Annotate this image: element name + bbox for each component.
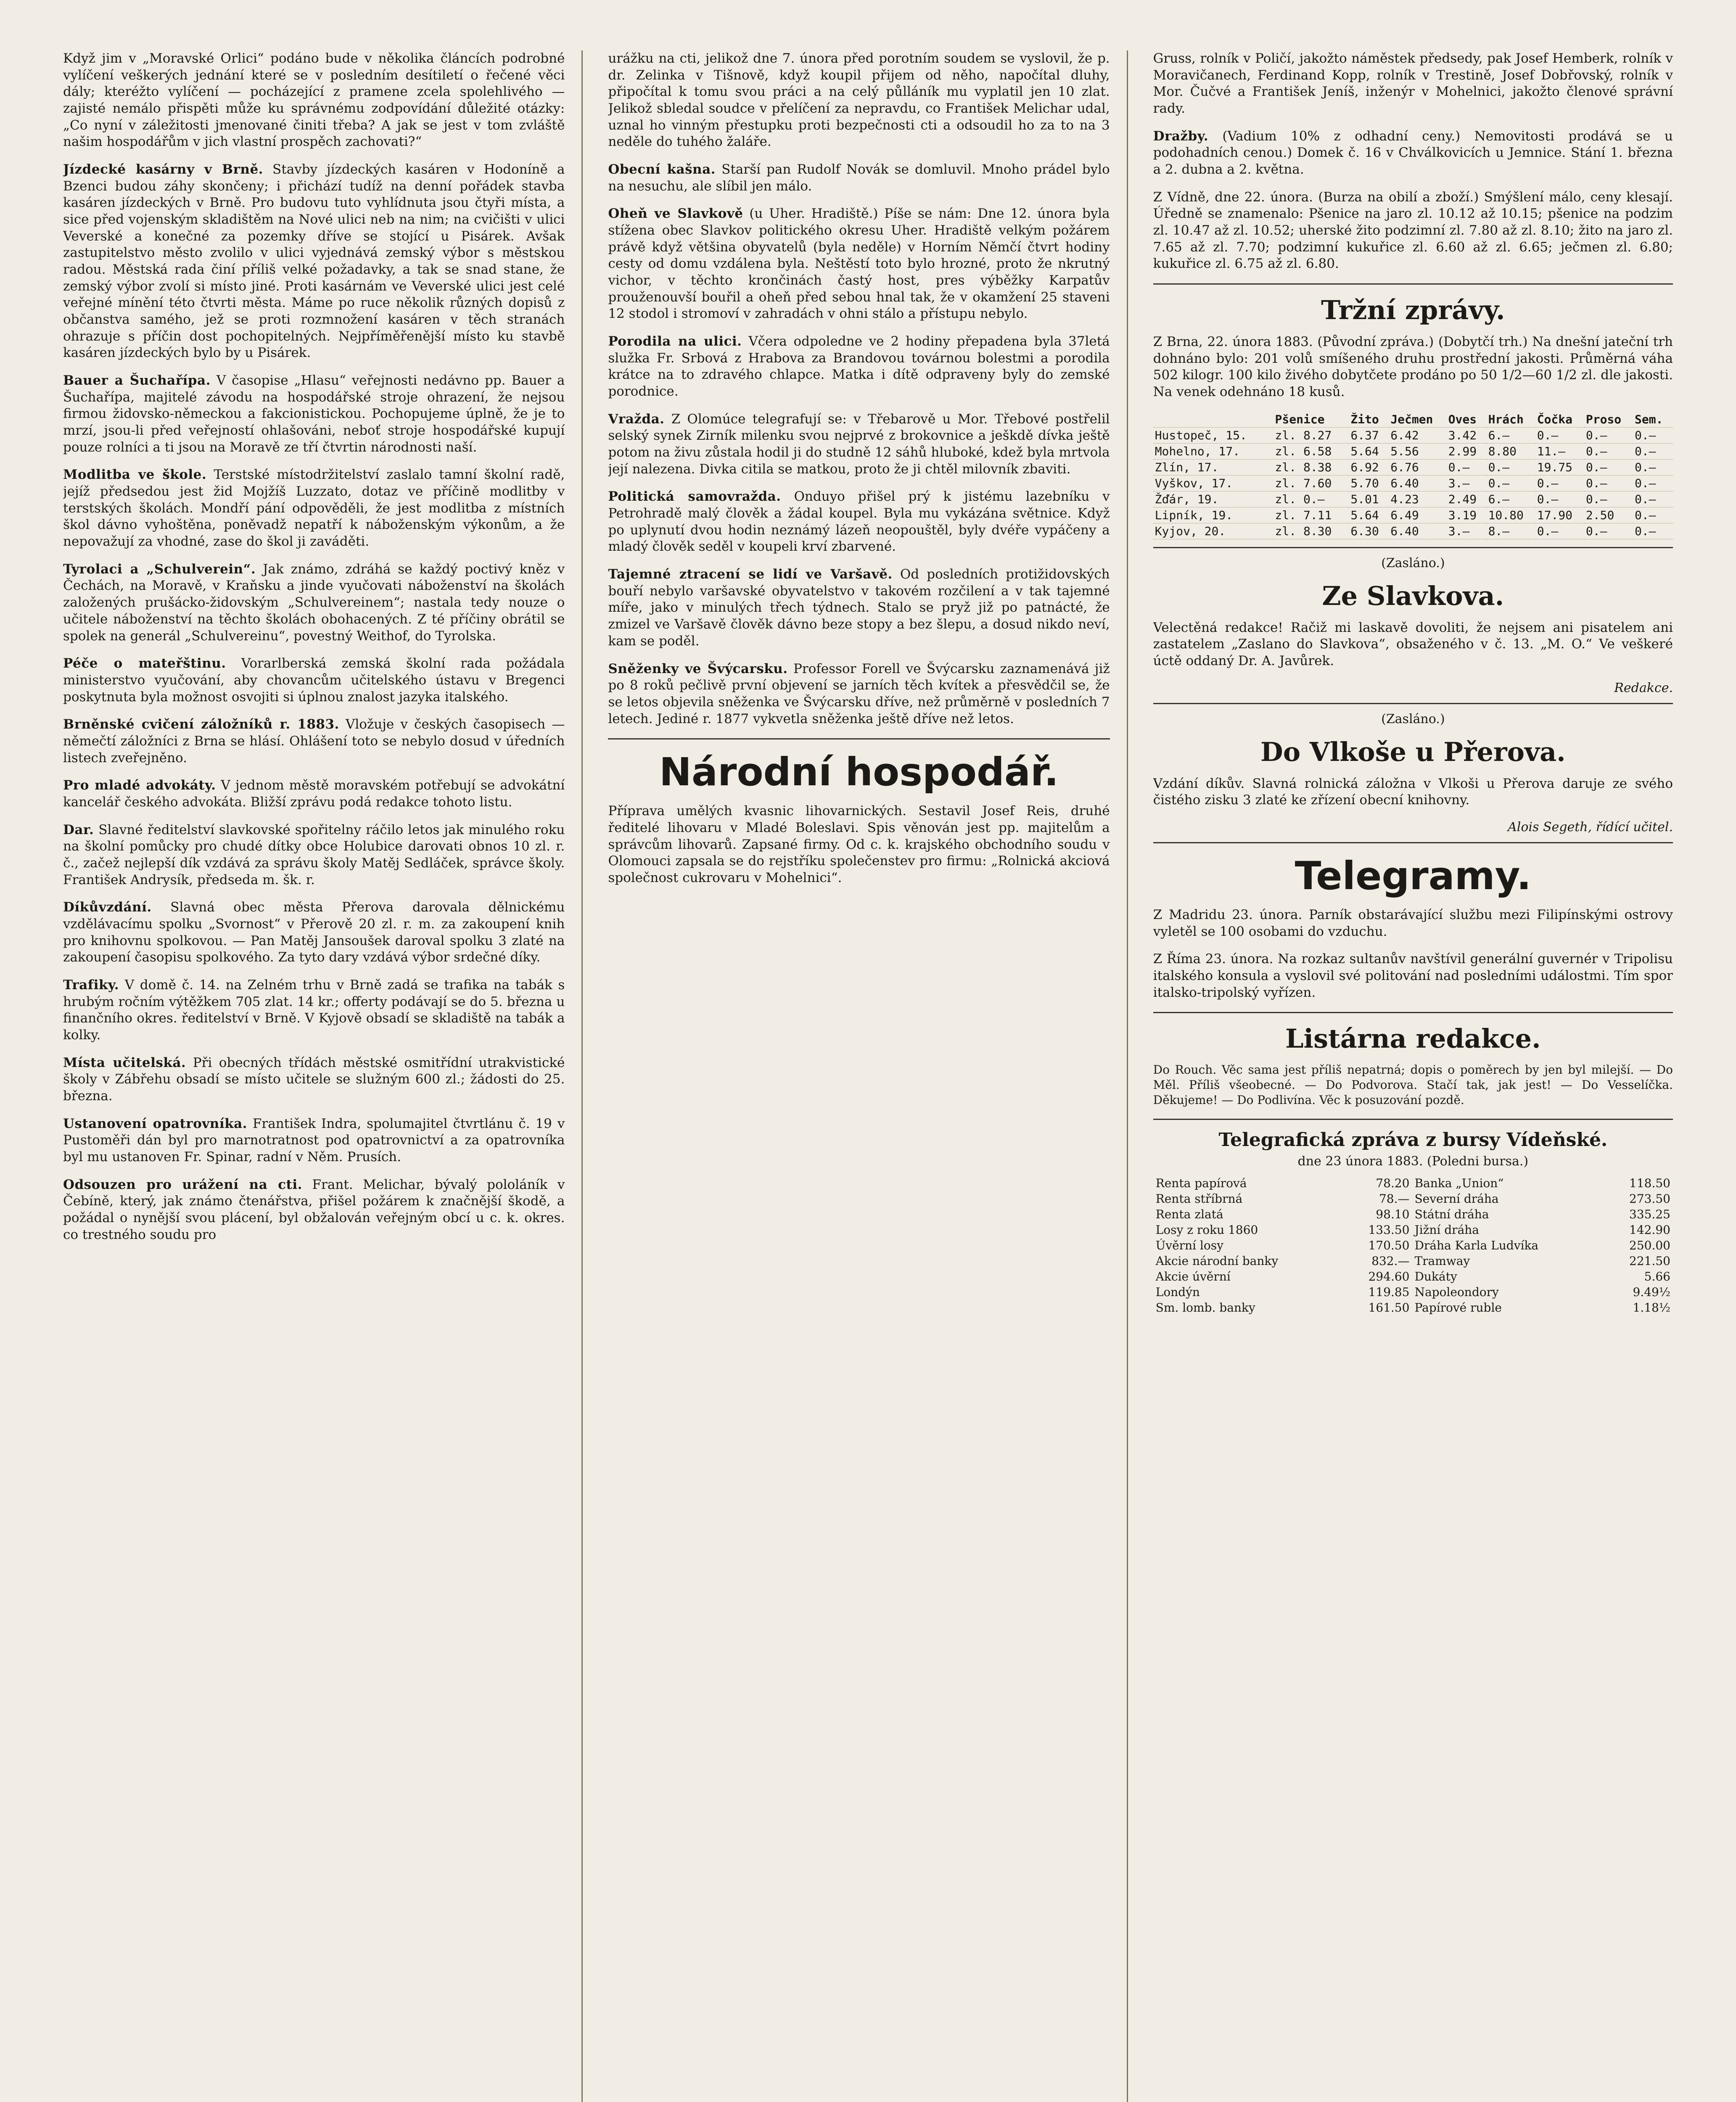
- zaslano2-sign: Alois Segeth, řídící učitel.: [1508, 820, 1673, 835]
- table-cell: Renta stříbrná: [1155, 1191, 1243, 1206]
- article-text: Od posledních protižidovských bouří nebylo varšavské obyvatelstvo v takovém rozčilení a v tak tajemné míře, jako v minulých třech týdnech. Stalo se pryž již po patnácté, že zmizel ve Varšavě člověk dávno beze stopy a bez šlepu, a dosud nikdo neví, kam se poděl.: [608, 567, 1110, 649]
- table-cell: 78.20: [1376, 1176, 1410, 1190]
- article: [63, 1055, 565, 1105]
- article-text: Frant. Melichar, bývalý pololáník v Čebíně, který, jak známo čtenářstva, přišel požárem k značnější škodě, a požádal o nynější svou plácení, byl obžalován veřejným obcí u c. k. okres. co trestného soudu pro: [63, 1177, 565, 1242]
- article-text: Terstské místodržitelství zaslalo tamní školní radě, jejíž předsedou jest žid Mojžíš Luzzato, dotaz ve příčině modlitby v terstských školách. Mondří pání odpověděli, že jest modlitba z místních škol dávno vyhoštěna, poněvadž nepatří k náboženským výkonům, a že nepovažují za vhodné, zase do škol ji zaváděti.: [63, 467, 565, 549]
- table-cell: 0.—: [1447, 459, 1487, 475]
- article-title: Obecní kašna.: [608, 162, 716, 177]
- table-row: [1153, 1284, 1673, 1300]
- bourse-heading: Telegrafická zpráva z bursy Vídeňské.: [1218, 1129, 1608, 1151]
- table-cell: Renta papírová: [1155, 1176, 1247, 1190]
- table-cell: 6.76: [1389, 459, 1446, 475]
- article-text: urážku na cti, jelikož dne 7. února před porotním soudem se vyslovil, že p. dr. Zelinka v Tišnově, když koupil přijem od něho, napočítal dluhy, připočítal k tomu svou práci a na celý půlláník mu vyplatil jen 10 zlat. Jelikož sbledal soudce v přelíčení za nepravdu, co František Melichar udal, uznal ho vinným přestupku proti bezpečnosti cti a odsoudil ho za to na 3 neděle do tuhého žaláře.: [608, 51, 1110, 150]
- divider: [1153, 1012, 1673, 1013]
- zaslano-sign: Redakce.: [1614, 680, 1673, 695]
- article-text: Vložuje v českých časopisech — němečtí záložníci z Brna se hlásí. Ohlášení toto se nebylo dosud v úředních listech zveřejněno.: [63, 717, 565, 766]
- table-cell: 832.—: [1371, 1254, 1410, 1268]
- table-cell: 3.42: [1447, 427, 1487, 443]
- article: [608, 333, 1110, 400]
- article: [63, 372, 565, 456]
- table-cell: 6.42: [1389, 427, 1446, 443]
- table-cell: 11.—: [1535, 443, 1584, 459]
- article-text: Z Vídně, dne 22. února. (Burza na obilí a zboží.) Smýšlení málo, ceny klesají. Úředně se znamenalo: Pšenice na jaro zl. 10.12 až 10.15; pšenice na podzim zl. 10.47 až zl. 10.52; uherské žito podzimní zl. 7.80 až zl. 8.10; žito na jaro zl. 7.65 až zl. 7.70; podzimní kukuřice zl. 6.60 až zl. 6.65; ječmen zl. 6.80; kukuřice zl. 6.75 až zl. 6.80.: [1153, 189, 1673, 272]
- table-cell: 3.—: [1447, 523, 1487, 539]
- article-text: Gruss, rolník v Poličí, jakožto náměstek předsedy, pak Josef Hemberk, rolník v Moravičanech, Ferdinand Kopp, rolník v Trestině, Josef Dobřovský, rolník v Mor. Čučvé a František Jeníš, inženýr v Mohelnici, jakožto členové správní rady.: [1153, 51, 1673, 116]
- column-left: [63, 50, 583, 2102]
- section-heading-telegrams: Telegramy.: [1295, 853, 1532, 899]
- article: [608, 206, 1110, 322]
- table-cell: Dukáty: [1414, 1269, 1457, 1283]
- article-title: Dar.: [63, 822, 94, 837]
- divider: [1153, 703, 1673, 704]
- table-cell: 3.—: [1447, 475, 1487, 491]
- table-cell: Renta zlatá: [1155, 1207, 1223, 1221]
- table-cell: 250.00: [1629, 1238, 1670, 1252]
- article: [608, 411, 1110, 478]
- article-title: Porodila na ulici.: [608, 334, 742, 349]
- table-cell: Napoleondory: [1414, 1285, 1499, 1299]
- grain-price-table: [1153, 412, 1673, 539]
- article-text: V jednom městě moravském potřebují se advokátní kancelář českého advokáta. Bližší zprávu podá redakce tohoto listu.: [63, 778, 565, 810]
- telegram-item: Z Madridu 23. února. Parník obstarávající službu mezi Filipínskými ostrovy vyletěl se 100 osobami do vzduchu.: [1153, 907, 1673, 939]
- table-row: [1153, 1222, 1673, 1238]
- article-text: Při obecných třídách městské osmitřídní utrakvistické školy v Zábřehu obsadí se místo učitele se služným 600 zl.; žádosti do 25. března.: [63, 1055, 565, 1104]
- column-header: Sem.: [1633, 412, 1673, 428]
- table-row: [1153, 459, 1673, 475]
- table-cell: 0.—: [1633, 523, 1673, 539]
- table-cell: 17.90: [1535, 507, 1584, 523]
- table-cell: 161.50: [1368, 1300, 1410, 1315]
- table-cell: 273.50: [1629, 1191, 1670, 1206]
- market-text: Z Brna, 22. února 1883. (Původní zpráva.) (Dobytčí trh.) Na dnešní jateční trh dohnáno bylo: 201 volů smíšeného druhu prostřední jakosti. Průměrná váha 502 kilogr. 100 kilo živého dobytčete prodáno po 50 1/2—60 1/2 zl. dle jakosti. Na venek odehnáno 18 kusů.: [1153, 334, 1673, 400]
- table-row: [1153, 1300, 1673, 1315]
- table-cell: 0.—: [1487, 459, 1535, 475]
- article-text: Professor Forell ve Švýcarsku zaznamenává již po 8 roků pečlivě první objevení se jarních těch kvítek a přesvědčil se, že se letos objevila sněženka ve Švýcarsku dříve, než průměrně v posledních 7 letech. Jediné r. 1877 vykvetla sněženka ještě dříve než letos.: [608, 661, 1110, 726]
- table-cell: 118.50: [1629, 1176, 1670, 1190]
- table-cell: Papírové ruble: [1414, 1300, 1502, 1315]
- article: [1153, 189, 1673, 272]
- article: [608, 50, 1110, 151]
- article: [63, 50, 565, 151]
- article: [63, 655, 565, 705]
- table-row: [1153, 1207, 1673, 1222]
- table-cell: 6.—: [1487, 491, 1535, 507]
- divider: [1153, 1119, 1673, 1120]
- section-heading-vlkos: Do Vlkoše u Přerova.: [1260, 736, 1566, 767]
- table-cell: 9.49½: [1633, 1285, 1670, 1299]
- article: [63, 716, 565, 766]
- article-text: Slavná obec města Přerova darovala dělnickému vzdělávacímu spolku „Svornost“ v Přerově 20 zl. r. m. za zakoupení knih pro knihovnu spolkovou. — Pan Matěj Jansoušek daroval spolku 3 zlaté na zakoupení časopisu spolkového. Za tyto dary vzdává výbor srdečné díky.: [63, 900, 565, 965]
- section-heading-narodni: Národní hospodář.: [659, 750, 1059, 795]
- table-cell: 0.—: [1633, 475, 1673, 491]
- table-cell: Akcie národní banky: [1155, 1254, 1279, 1268]
- table-cell: 0.—: [1487, 475, 1535, 491]
- article: [63, 977, 565, 1044]
- article-title: Tyrolaci a „Schulverein“.: [63, 561, 256, 577]
- table-row: [1153, 475, 1673, 491]
- article-title: Místa učitelská.: [63, 1055, 186, 1070]
- article-text: Starší pan Rudolf Novák se domluvil. Mnoho prádel bylo na nesuchu, ale slíbil jen málo.: [608, 162, 1110, 194]
- table-cell: 4.23: [1389, 491, 1446, 507]
- table-cell: 10.80: [1487, 507, 1535, 523]
- table-row: [1153, 443, 1673, 459]
- table-row: [1153, 1191, 1673, 1207]
- bourse-subheading: dne 23 února 1883. (Poledni bursa.): [1297, 1154, 1529, 1169]
- article-text: Když jim v „Moravské Orlici“ podáno bude v několika článcích podrobné vylíčení veškerých jednání které se v posledním desítiletí o řečené věci dály; kteréžto vylíčení — pocházející z pramene zcela spolehlivého — zajisté nemálo přispěti může ku správnému zodpovídání důležité otázky: „Co nyní v záležitosti jmenované činiti třeba? A jak se jest v tom zvláště našim hospodářům v jich vlastní prospěch zachovati?“: [63, 51, 565, 150]
- table-cell: zl. 6.58: [1274, 443, 1349, 459]
- table-cell: 19.75: [1535, 459, 1584, 475]
- table-cell: 0.—: [1584, 459, 1633, 475]
- article: [608, 161, 1110, 195]
- table-cell: 2.50: [1584, 507, 1633, 523]
- table-cell: Londýn: [1155, 1285, 1200, 1299]
- article-title: Jízdecké kasárny v Brně.: [63, 162, 263, 177]
- table-cell: 6.37: [1349, 427, 1389, 443]
- table-cell: Sm. lomb. banky: [1155, 1300, 1255, 1315]
- table-cell: 119.85: [1368, 1285, 1410, 1299]
- article: [63, 161, 565, 362]
- table-cell: 8.—: [1487, 523, 1535, 539]
- table-cell: 0.—: [1633, 491, 1673, 507]
- table-cell: 5.56: [1389, 443, 1446, 459]
- table-cell: 0.—: [1584, 475, 1633, 491]
- table-row: [1153, 1269, 1673, 1284]
- section-heading-market: Tržní zprávy.: [1321, 295, 1505, 326]
- table-cell: 335.25: [1629, 1207, 1670, 1221]
- table-cell: 6.40: [1389, 475, 1446, 491]
- zaslano-label: (Zasláno.): [1381, 555, 1445, 570]
- column-header: Proso: [1584, 412, 1633, 428]
- table-cell: Státní dráha: [1414, 1207, 1489, 1221]
- column-header: Pšenice: [1274, 412, 1349, 428]
- zaslano-text: Velectěná redakce! Račiž mi laskavě dovoliti, že nejsem ani pisatelem ani zastatelem „Zaslano do Slavkova“, obsaženého v č. 13. „M. O.“ Ve veškeré úctě oddaný Dr. A. Javůrek.: [1153, 620, 1673, 669]
- telegram-item: Z Říma 23. února. Na rozkaz sultanův navštívil generální guvernér v Tripolisu italského konsula a vyslovil své politování nad posledními událostmi. Tím spor italsko-tripolský vyřízen.: [1153, 951, 1673, 1000]
- table-cell: zl. 7.60: [1274, 475, 1349, 491]
- listarna-text: Do Rouch. Věc sama jest příliš nepatrná; dopis o poměrech by jen byl milejší. — Do Měl. Příliš všeobecné. — Do Podvorova. Stačí tak, jak jest! — Do Vesselíčka. Děkujeme! — Do Podlivína. Věc k posuzování pozdě.: [1153, 1063, 1673, 1107]
- table-cell: 170.50: [1368, 1238, 1410, 1252]
- table-row: [1153, 523, 1673, 539]
- column-middle: [608, 50, 1128, 2102]
- article-text: Vorarlberská zemská školní rada požádala ministerstvo vyučování, aby chovancům učitelského ústavu v Bregenci poskytnuta byla možnost osvojiti si úplnou znalost jazyka italského.: [63, 656, 565, 705]
- table-cell: 6.40: [1389, 523, 1446, 539]
- table-cell: 0.—: [1633, 443, 1673, 459]
- article: [608, 566, 1110, 650]
- table-cell: 0.—: [1633, 507, 1673, 523]
- column-header: Ječmen: [1389, 412, 1446, 428]
- table-cell: 0.—: [1535, 475, 1584, 491]
- narodni-text: Příprava umělých kvasnic lihovarnických. Sestavil Josef Reis, druhé ředitelé lihovaru v Mladé Boleslavi. Spis věnován jest pp. majitelům a správcům lihovarů. Zapsané firmy. Od c. k. krajského obchodního soudu v Olomouci zapsala se do rejstříku společenstev pro firmu: „Rolnická akciová společnost cukrovaru v Mohelnici“.: [608, 803, 1110, 885]
- table-cell: Kyjov, 20.: [1153, 523, 1274, 539]
- article: [63, 822, 565, 889]
- table-cell: 0.—: [1633, 427, 1673, 443]
- article-title: Bauer a Šuchařípa.: [63, 373, 211, 388]
- article-title: Oheň ve Slavkově: [608, 206, 743, 222]
- article: [63, 1116, 565, 1166]
- column-header: Hrách: [1487, 412, 1535, 428]
- article-title: Dražby.: [1153, 128, 1208, 144]
- table-cell: 5.70: [1349, 475, 1389, 491]
- article-title: Politická samovražda.: [608, 489, 781, 504]
- article: [608, 661, 1110, 728]
- article-text: (Vadium 10% z odhadní ceny.) Nemovitosti prodává se u podohadních cenou.) Domek č. 16 v Chválkovicích u Jemnice. Stání 1. března a 2. dubna a 2. května.: [1153, 128, 1673, 177]
- column-header: Žito: [1349, 412, 1389, 428]
- article: [63, 899, 565, 966]
- article: [63, 1177, 565, 1244]
- article-title: Pro mladé advokáty.: [63, 778, 216, 793]
- column-header: Oves: [1447, 412, 1487, 428]
- table-cell: Lipník, 19.: [1153, 507, 1274, 523]
- table-cell: 6.92: [1349, 459, 1389, 475]
- article: [1153, 50, 1673, 117]
- article-text: Stavby jízdeckých kasáren v Hodoníně a Bzenci budou záhy skončeny; i přichází tudíž na denní pořádek stavba kasáren jízdeckých v Brně. Pro budovu tuto vyhlídnuta jsou čtyři místa, a sice před vojenským skladištěm na Nové ulici neb na nim; na cvičišti v ulici Veverské a konečné za pozemky dříve se stojící u Pisárek. Avšak zastupitelstvo město zvolilo v ulici vyjednává zemský výbor s městskou radou. Městská rada činí příliš velké požadavky, a tak se snad stane, že zemský výbor zvolí si místo jiné. Proti kasárnám ve Veverské ulici jest celé veřejné mínění této čtvrti města. Máme po ruce několik různých dopisů z občanstva samého, jež se proti rozmnožení kasáren v těch stranách ohrazuje s příčin dost pochopitelných. Nejpříměřenější místo ku stavbě kasáren jízdeckých bylo by u Pisárek.: [63, 162, 565, 361]
- table-cell: 5.64: [1349, 443, 1389, 459]
- table-cell: 5.01: [1349, 491, 1389, 507]
- table-cell: 78.—: [1379, 1191, 1410, 1206]
- column-grid: [63, 50, 1673, 2102]
- article: [1153, 128, 1673, 178]
- table-cell: zl. 8.30: [1274, 523, 1349, 539]
- table-cell: 0.—: [1584, 523, 1633, 539]
- table-cell: 221.50: [1629, 1254, 1670, 1268]
- table-cell: Mohelno, 17.: [1153, 443, 1274, 459]
- table-cell: 0.—: [1584, 427, 1633, 443]
- table-cell: 98.10: [1376, 1207, 1410, 1221]
- article-title: Ustanovení opatrovníka.: [63, 1116, 247, 1131]
- table-cell: Úvěrní losy: [1155, 1238, 1223, 1252]
- table-cell: 2.49: [1447, 491, 1487, 507]
- article-title: Trafiky.: [63, 977, 119, 993]
- table-cell: Hustopeč, 15.: [1153, 427, 1274, 443]
- article: [63, 777, 565, 811]
- table-cell: 294.60: [1368, 1269, 1410, 1283]
- table-cell: 0.—: [1584, 443, 1633, 459]
- article-title: Sněženky ve Švýcarsku.: [608, 661, 788, 676]
- table-cell: 133.50: [1368, 1223, 1410, 1237]
- article: [63, 561, 565, 644]
- table-cell: 8.80: [1487, 443, 1535, 459]
- article-title: Modlitba ve škole.: [63, 467, 207, 483]
- table-header-row: [1153, 412, 1673, 428]
- table-row: [1153, 1253, 1673, 1269]
- section-heading-zaslano: Ze Slavkova.: [1322, 580, 1504, 611]
- table-cell: Losy z roku 1860: [1155, 1223, 1258, 1237]
- table-cell: zl. 0.—: [1274, 491, 1349, 507]
- table-cell: zl. 8.38: [1274, 459, 1349, 475]
- table-row: [1153, 1175, 1673, 1191]
- divider: [1153, 842, 1673, 843]
- table-cell: Dráha Karla Ludvíka: [1414, 1238, 1539, 1252]
- table-cell: Tramway: [1414, 1254, 1470, 1268]
- table-cell: 6.30: [1349, 523, 1389, 539]
- table-cell: Žďár, 19.: [1153, 491, 1274, 507]
- article-title: Péče o mateřštinu.: [63, 656, 226, 671]
- table-cell: 0.—: [1633, 459, 1673, 475]
- table-cell: zl. 7.11: [1274, 507, 1349, 523]
- article-title: Vražda.: [608, 411, 665, 427]
- zaslano2-label: (Zasláno.): [1381, 711, 1445, 726]
- table-cell: 3.19: [1447, 507, 1487, 523]
- article-text: František Indra, spolumajitel čtvrtlánu č. 19 v Pustoměři dán byl pro marnotratnost pod opatrovnictví a za opatrovníka byl mu ustanoven Fr. Spinar, radní v Něm. Prusích.: [63, 1116, 565, 1165]
- table-cell: 6.49: [1389, 507, 1446, 523]
- article-text: Slavné ředitelství slavkovské spořitelny ráčilo letos jak minulého roku na školní pomůcky pro chudé dítky obce Holubice darovati obnos 10 zl. r. č., začež nejlepší dík vzdává za správu školy Matěj Sedláček, správce školy. František Andrysík, předseda m. šk. r.: [63, 822, 565, 887]
- article-text: Z Olomúce telegrafují se: v Třebarově u Mor. Třebové postřelil selský synek Zirník milenku svou nejprvé z brokovnice a ješkdě dívka ještě potom na živu zůstala hodil ji do studně 12 sáhů hluboké, kdež byla mrtvola její nalezena. Divka citila se matkou, proto že ji chtěl milovník zbaviti.: [608, 411, 1110, 477]
- article-text: Včera odpoledne ve 2 hodiny přepadena byla 37letá služka Fr. Srbová z Hrabova za Brandovou továrnou bolestmi a porodila krátce na to zdravého chlapce. Matka i dítě odpraveny byly do zemské porodnice.: [608, 334, 1110, 399]
- article: [608, 489, 1110, 555]
- bourse-table: [1153, 1175, 1673, 1315]
- zaslano2-text: Vzdání díkův. Slavná rolnická záložna v Vlkoši u Přerova daruje ze svého čistého zisku 3 zlaté ke zřízení obecní knihovny.: [1153, 776, 1673, 808]
- table-cell: Zlín, 17.: [1153, 459, 1274, 475]
- table-cell: 6.—: [1487, 427, 1535, 443]
- table-cell: Akcie úvěrní: [1155, 1269, 1231, 1283]
- table-cell: zl. 8.27: [1274, 427, 1349, 443]
- table-cell: Severní dráha: [1414, 1191, 1499, 1206]
- table-cell: Jižní dráha: [1414, 1223, 1479, 1237]
- article-text: Jak známo, zdráhá se každý poctivý kněz v Čechách, na Moravě, v Kraňsku a jinde vyučovati náboženství na školách založených prušácko-židovským „Schulvereinem“; nastala tedy nouze o učitele náboženství na těchto školách obohacených. Z té příčiny obrátil se spolek na generál „Schulvereinu“, povestný Weithof, do Tyrolska.: [63, 561, 565, 644]
- column-header: Čočka: [1535, 412, 1584, 428]
- article-title: Díkůvzdání.: [63, 900, 152, 915]
- table-cell: 1.18½: [1633, 1300, 1670, 1315]
- article-title: Tajemné ztracení se lidí ve Varšavě.: [608, 567, 893, 582]
- table-cell: 142.90: [1629, 1223, 1670, 1237]
- table-cell: 0.—: [1535, 427, 1584, 443]
- table-row: [1153, 427, 1673, 443]
- table-cell: 5.66: [1644, 1269, 1670, 1283]
- article-text: (u Uher. Hradiště.) Píše se nám: Dne 12. února byla stížena obec Slavkov politického okresu Uher. Hradiště velkým požárem právě když většina obyvatelů (byla neděle) v Horním Němčí čtvrt hodiny cesty od domu vzdálena byla. Neštěstí toto bylo hrozné, proto že nkrutný vichor, v těchto krončinách častý host, pres výběžky Karpatův prouženouvší bouřil a oheň před sebou hnal tak, že v okamžení 25 staveni 12 stodol i stromoví v zahradách v ohni stálo a přístupu nebylo.: [608, 206, 1110, 322]
- table-cell: Vyškov, 17.: [1153, 475, 1274, 491]
- table-cell: 0.—: [1535, 491, 1584, 507]
- article-text: Onduyo přišel prý k jistému lazebníku v Petrohradě malý člověk a žádal koupel. Byla mu vykázána světnice. Když po uplynutí dvou hodin neznámý lázeň neopouštěl, byly dvéře vypáčeny a mladý člověk seděl v koupeli krví zbarvené.: [608, 489, 1110, 555]
- table-cell: Banka „Union“: [1414, 1176, 1504, 1190]
- section-heading-listarna: Listárna redakce.: [1285, 1023, 1541, 1054]
- divider: [1153, 547, 1673, 548]
- article-text: V časopise „Hlasu“ veřejnosti nedávno pp. Bauer a Šuchařípa, majitelé závodu na hospodářské stroje ohrazení, že nejsou firmou židovsko-německou a fakcionistickou. Pochopujeme úplně, že je to mrzí, jsou-li před veřejností ohlašováni, neboť stroje hospodářské kupují pouze rolníci a ti jsou na Moravě ze tří čtvrtin národnosti naší.: [63, 373, 565, 455]
- article: [63, 467, 565, 550]
- table-cell: 0.—: [1535, 523, 1584, 539]
- table-cell: 5.64: [1349, 507, 1389, 523]
- article-title: Odsouzen pro urážení na cti.: [63, 1177, 302, 1192]
- article-title: Brněnské cvičení záložníků r. 1883.: [63, 717, 339, 732]
- column-right: [1153, 50, 1673, 2102]
- table-cell: 0.—: [1584, 491, 1633, 507]
- column-header: [1153, 412, 1274, 428]
- divider: [608, 738, 1110, 739]
- table-row: [1153, 1238, 1673, 1253]
- table-row: [1153, 507, 1673, 523]
- table-cell: 2.99: [1447, 443, 1487, 459]
- divider: [1153, 283, 1673, 285]
- table-row: [1153, 491, 1673, 507]
- article-text: V domě č. 14. na Zelném trhu v Brně zadá se trafika na tabák s hrubým ročním výtěžkem 705 zlat. 14 kr.; offerty podávají se do 5. března u finančního okres. ředitelství v Brně. V Kyjově obsadí se skladiště na tabák a kolky.: [63, 977, 565, 1043]
